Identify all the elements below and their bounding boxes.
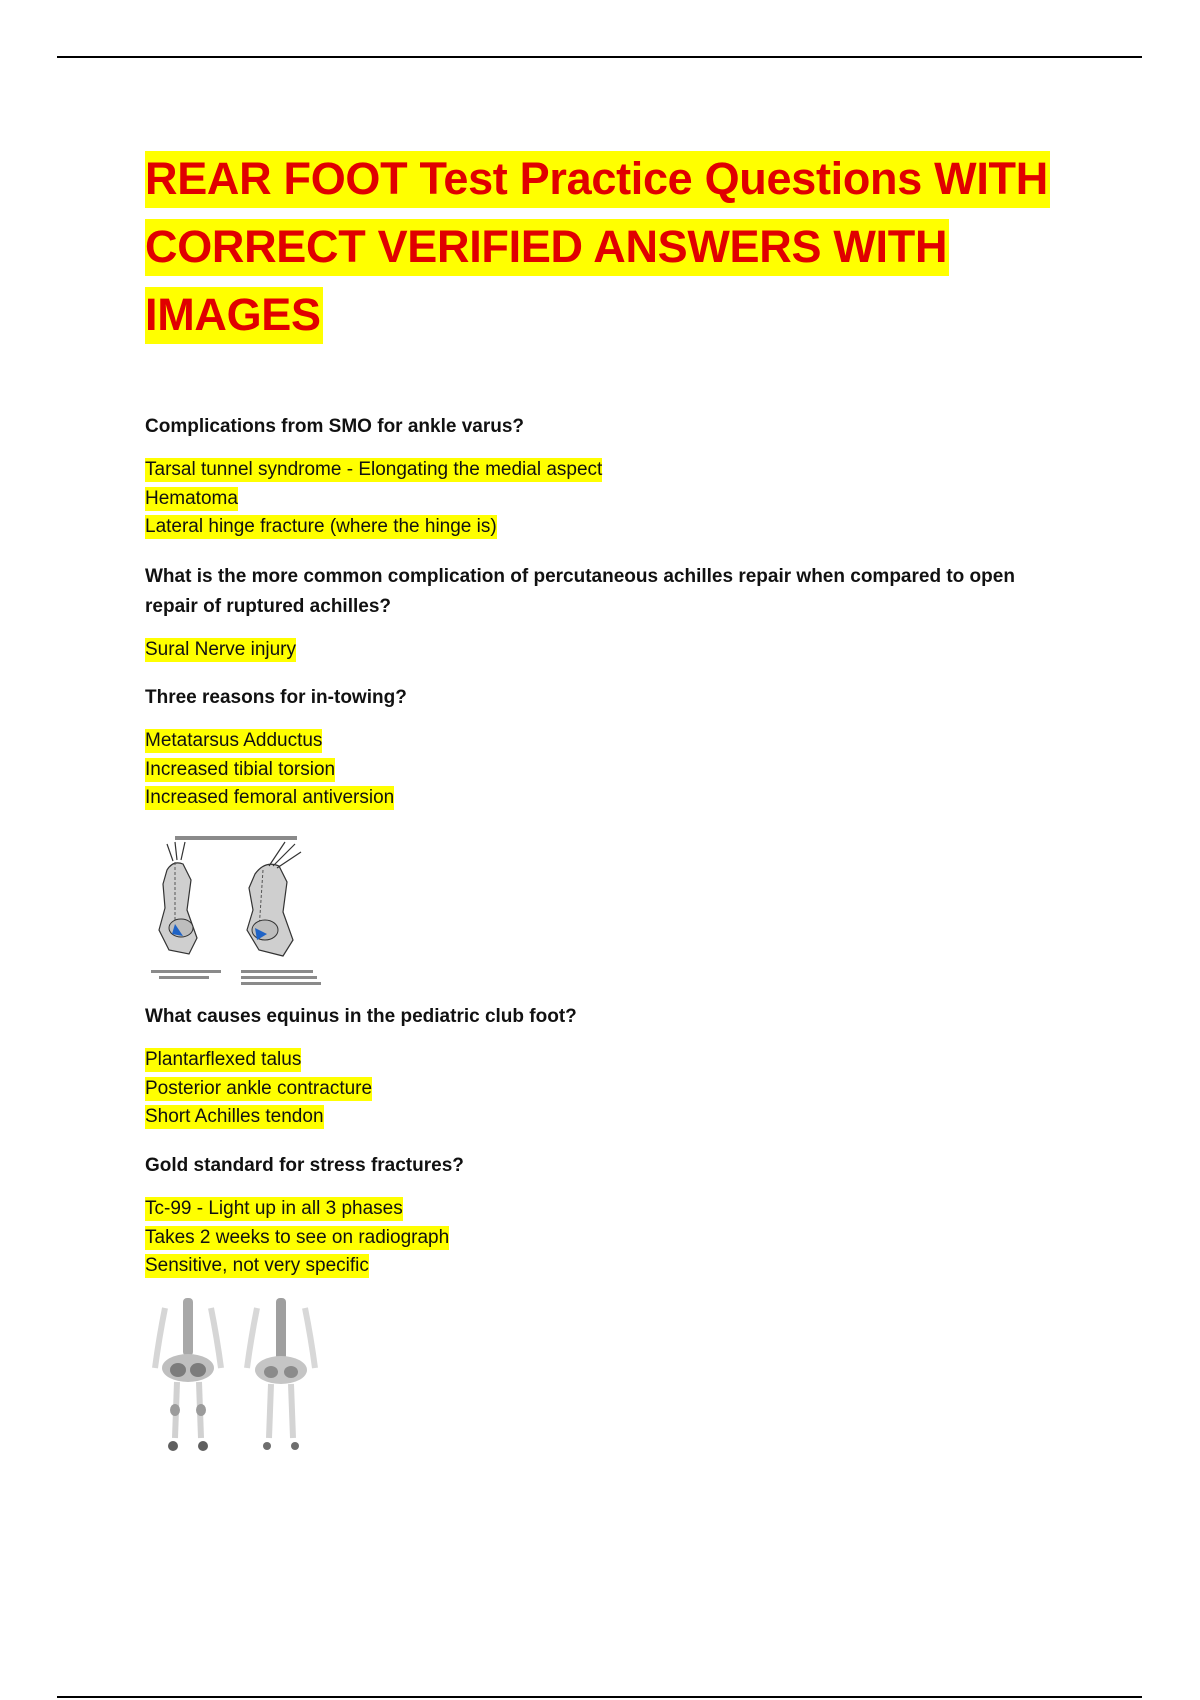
bone-scan-image bbox=[145, 1298, 330, 1456]
answer-1-3: Lateral hinge fracture (where the hinge is) bbox=[145, 516, 497, 537]
title-line-3: IMAGES bbox=[145, 287, 323, 344]
answer-list-2 bbox=[145, 636, 1045, 665]
left-hip-drawing bbox=[159, 842, 197, 954]
answer-3-3: Increased femoral antiversion bbox=[145, 787, 395, 808]
answer-3-1: Metatarsus Adductus bbox=[145, 730, 323, 751]
answer-4-3: Short Achilles tendon bbox=[145, 1106, 324, 1127]
qa-block-5 bbox=[145, 1151, 1045, 1281]
qa-block-2 bbox=[145, 562, 1045, 665]
answer-list-5 bbox=[145, 1195, 1045, 1281]
bone-scan-icon bbox=[145, 1298, 330, 1461]
top-rule bbox=[57, 56, 1142, 58]
answer-1-1: Tarsal tunnel syndrome - Elongating the medial aspect bbox=[145, 459, 603, 480]
title-line-1: REAR FOOT Test Practice Questions WITH bbox=[145, 151, 1050, 208]
qa-block-3 bbox=[145, 683, 1045, 813]
qa-block-4 bbox=[145, 1002, 1045, 1132]
answer-4-1: Plantarflexed talus bbox=[145, 1049, 302, 1070]
document-title bbox=[145, 145, 1065, 349]
right-hip-drawing bbox=[247, 842, 301, 956]
bone-scan-posterior bbox=[247, 1298, 315, 1450]
hip-anteversion-diagram-icon bbox=[145, 830, 335, 995]
question-4: What causes equinus in the pediatric club foot? bbox=[145, 1006, 577, 1027]
answer-5-3: Sensitive, not very specific bbox=[145, 1255, 369, 1276]
qa-block-1 bbox=[145, 412, 1045, 542]
title-line-2: CORRECT VERIFIED ANSWERS WITH bbox=[145, 219, 949, 276]
bone-scan-anterior bbox=[155, 1298, 221, 1451]
answer-list-1 bbox=[145, 456, 1045, 542]
question-3: Three reasons for in-towing? bbox=[145, 687, 407, 708]
answer-3-2: Increased tibial torsion bbox=[145, 758, 336, 780]
question-5: Gold standard for stress fractures? bbox=[145, 1155, 464, 1176]
figure-caption-header-mark bbox=[175, 836, 297, 840]
answer-4-2: Posterior ankle contracture bbox=[145, 1077, 373, 1099]
answer-1-2: Hematoma bbox=[145, 487, 238, 509]
answer-list-4 bbox=[145, 1046, 1045, 1132]
figure-caption-left-mark bbox=[151, 970, 221, 973]
answer-2-1: Sural Nerve injury bbox=[145, 639, 296, 660]
answer-5-2: Takes 2 weeks to see on radiograph bbox=[145, 1226, 450, 1248]
bottom-rule bbox=[57, 1696, 1142, 1698]
hip-anteversion-diagram bbox=[145, 830, 335, 990]
question-1: Complications from SMO for ankle varus? bbox=[145, 416, 525, 437]
answer-list-3 bbox=[145, 727, 1045, 813]
question-2: What is the more common complication of percutaneous achilles repair when compared to open repair of ruptured achilles? bbox=[145, 566, 1015, 617]
answer-5-1: Tc-99 - Light up in all 3 phases bbox=[145, 1198, 403, 1219]
figure-caption-right-mark bbox=[241, 970, 313, 973]
